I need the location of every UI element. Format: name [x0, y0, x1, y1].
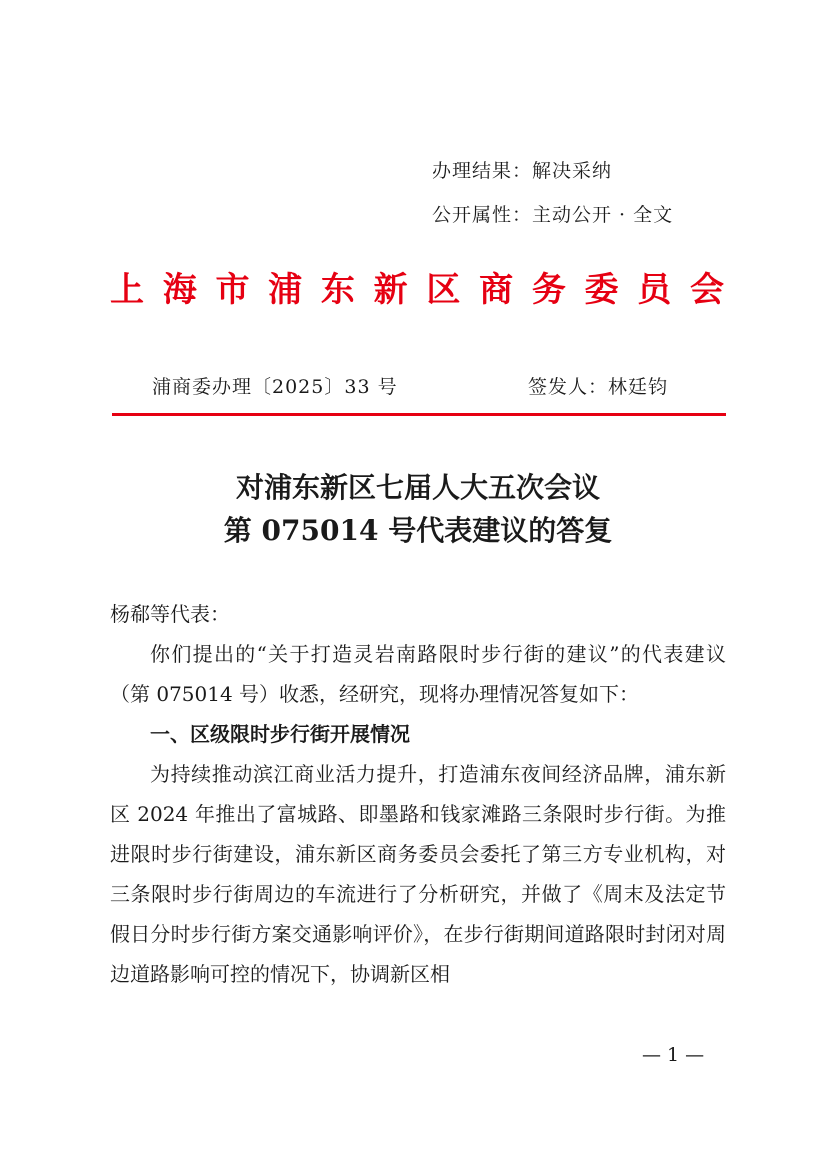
section-paragraph: 为持续推动滨江商业活力提升，打造浦东夜间经济品牌，浦东新区 2024 年推出了富城路、即墨路和钱家滩路三条限时步行街。为推进限时步行街建设，浦东新区商务委员会委托了第三方专业机构，对三条限时步行街周边的车流进行了分析研究，并做了《周末及法定节假日分时步行街方案交通影响评价》，在步行街期间道路限时封闭对周边道路影响可控的情况下，协调新区相 — [110, 762, 726, 986]
signer: 签发人：林廷钧 — [528, 376, 669, 398]
document-number: 浦商委办理〔2025〕33 号 — [152, 376, 398, 398]
page-number: — 1 — — [642, 1044, 705, 1066]
intro-paragraph: 你们提出的“关于打造灵岩南路限时步行街的建议”的代表建议（第 075014 号）收悉，经研究，现将办理情况答复如下： — [110, 642, 726, 706]
document-body — [110, 594, 726, 994]
document-title-line-1: 对浦东新区七届人大五次会议 — [235, 471, 600, 504]
section-heading: 一、区级限时步行街开展情况 — [150, 722, 410, 746]
disclosure-attribute: 公开属性：主动公开 · 全文 — [432, 204, 674, 226]
document-title-line-2: 第 075014 号代表建议的答复 — [223, 514, 613, 547]
issuing-organization: 上海市浦东新区商务委员会 — [110, 270, 726, 310]
salutation: 杨郗等代表： — [110, 602, 230, 626]
red-separator-line — [112, 413, 726, 416]
handling-result: 办理结果：解决采纳 — [432, 160, 613, 182]
